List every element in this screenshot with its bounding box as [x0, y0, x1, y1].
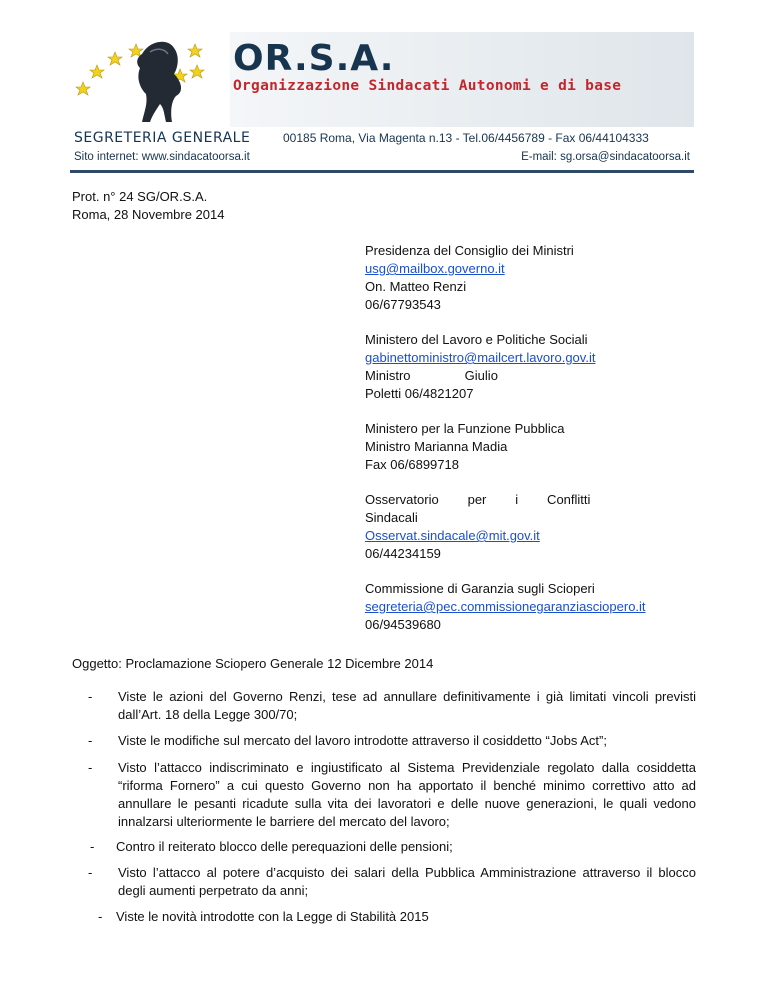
org-email: E-mail: sg.orsa@sindacatoorsa.it [521, 151, 690, 163]
org-full-name: Organizzazione Sindacati Autonomi e di base [233, 78, 622, 94]
recipient-1-phone: 06/67793543 [365, 297, 441, 312]
list-item: Contro il reiterato blocco delle perequazioni delle pensioni; [116, 839, 453, 854]
list-bullet: - [88, 865, 93, 880]
list-item: Viste le novità introdotte con la Legge di Stabilità 2015 [116, 909, 429, 924]
list-bullet: - [88, 733, 93, 748]
recipient-4-name: Osservatorio per i Conflitti [365, 492, 591, 507]
recipient-4-email-link[interactable]: Osservat.sindacale@mit.gov.it [365, 528, 540, 543]
place-date: Roma, 28 Novembre 2014 [72, 207, 225, 222]
recipient-5-email-link[interactable]: segreteria@pec.commissionegaranziasciopero.it [365, 599, 646, 614]
list-bullet: - [98, 909, 103, 924]
protocol-number: Prot. n° 24 SG/OR.S.A. [72, 189, 208, 204]
list-item: Visto l’attacco al potere d’acquisto dei salari della Pubblica Amministrazione attraverso il blocco degli aumenti perpetrato da anni; [118, 865, 696, 898]
recipient-1-email-link[interactable]: usg@mailbox.governo.it [365, 261, 505, 276]
org-name: OR.S.A. [233, 38, 395, 79]
recipient-1-person: On. Matteo Renzi [365, 279, 467, 294]
recipient-1-name: Presidenza del Consiglio dei Ministri [365, 243, 574, 258]
list-bullet: - [88, 689, 93, 704]
recipient-4-name-cont: Sindacali [365, 510, 418, 525]
list-item: Viste le azioni del Governo Renzi, tese ad annullare definitivamente i già limitati vincoli previsti dall’Art. 18 della Legge 300/70; [118, 689, 696, 722]
letterhead [70, 30, 694, 174]
org-website: Sito internet: www.sindacatoorsa.it [74, 151, 250, 163]
letterhead-divider [70, 170, 694, 173]
segreteria-label: SEGRETERIA GENERALE [74, 130, 251, 146]
recipient-5-phone: 06/94539680 [365, 617, 441, 632]
list-item: Viste le modifiche sul mercato del lavoro introdotte attraverso il cosiddetto “Jobs Act”; [118, 733, 607, 748]
recipient-3-person: Ministro Marianna Madia [365, 439, 508, 454]
recipient-2-email-link[interactable]: gabinettoministro@mailcert.lavoro.gov.it [365, 350, 596, 365]
list-bullet: - [88, 760, 93, 775]
recipient-2-person: Ministro Giulio [365, 368, 498, 383]
recipient-3-fax: Fax 06/6899718 [365, 457, 459, 472]
recipient-5-name: Commissione di Garanzia sugli Scioperi [365, 581, 595, 596]
orsa-logo-bear-stars [70, 30, 235, 130]
org-address: 00185 Roma, Via Magenta n.13 - Tel.06/4456789 - Fax 06/44104333 [283, 131, 649, 145]
recipient-3-name: Ministero per la Funzione Pubblica [365, 421, 565, 436]
recipient-2-phone: Poletti 06/4821207 [365, 386, 474, 401]
subject-line: Oggetto: Proclamazione Sciopero Generale 12 Dicembre 2014 [72, 656, 434, 671]
recipient-2-name: Ministero del Lavoro e Politiche Sociali [365, 332, 588, 347]
list-item: Visto l’attacco indiscriminato e ingiustificato al Sistema Previdenziale regolato dalla cosiddetta “riforma Fornero” a cui questo Governo non ha apportato il benché minimo correttivo atto ad annullare le pesanti ricadute sulla vita dei lavoratori e delle nuove generazioni, le quali vedono innalzarsi ulteriormente le barriere del mercato del lavoro; [118, 760, 696, 829]
list-bullet: - [90, 839, 95, 854]
recipient-4-phone: 06/44234159 [365, 546, 441, 561]
